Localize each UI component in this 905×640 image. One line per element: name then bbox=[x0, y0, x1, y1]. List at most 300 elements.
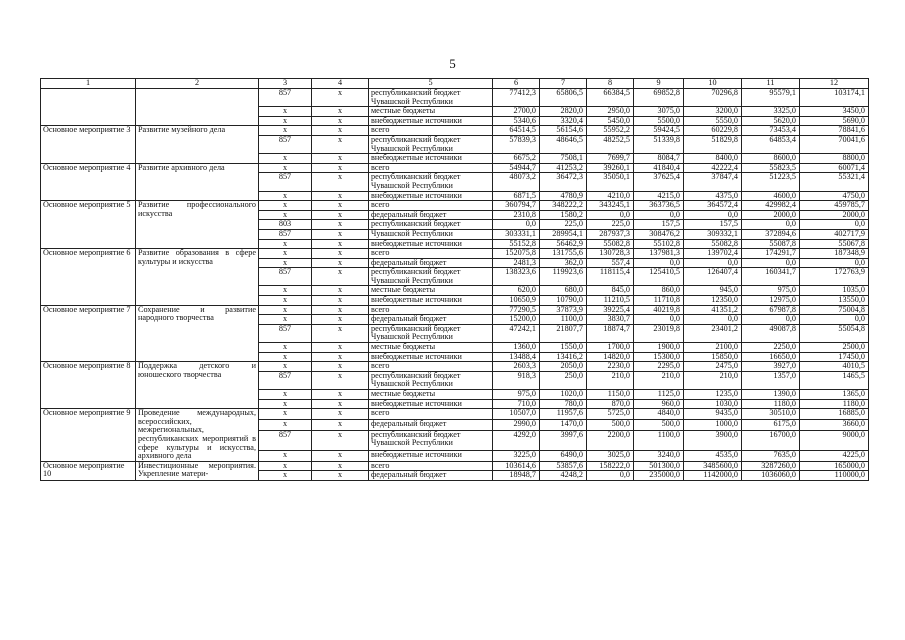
amount-cell: 118115,4 bbox=[587, 268, 634, 286]
amount-cell: 1365,0 bbox=[800, 390, 869, 400]
table-body bbox=[41, 89, 869, 481]
amount-cell: 7699,7 bbox=[587, 154, 634, 164]
code-cell: x bbox=[259, 249, 312, 259]
code-cell: 857 bbox=[259, 89, 312, 107]
funding-source: республиканский бюджет Чувашской Республики bbox=[369, 89, 493, 107]
code-cell: x bbox=[312, 286, 369, 296]
amount-cell: 4225,0 bbox=[800, 451, 869, 462]
code-cell: x bbox=[312, 343, 369, 353]
activity-label: Основное мероприятие 10 bbox=[41, 461, 136, 480]
amount-cell: 13416,2 bbox=[540, 352, 587, 362]
code-cell: x bbox=[259, 399, 312, 409]
amount-cell: 2700,0 bbox=[493, 107, 540, 117]
amount-cell: 12350,0 bbox=[684, 296, 742, 306]
code-cell: 857 bbox=[259, 229, 312, 239]
activity-label: Основное мероприятие 9 bbox=[41, 409, 136, 462]
amount-cell: 18948,7 bbox=[493, 471, 540, 481]
amount-cell: 12975,0 bbox=[742, 296, 800, 306]
amount-cell: 1550,0 bbox=[540, 343, 587, 353]
activity-title: Проведение международных, всероссийских, межрегиональных, республиканских мероприятий в сфере культуры и искусства, архивного дела bbox=[136, 409, 259, 462]
amount-cell: 158222,0 bbox=[587, 461, 634, 471]
funding-source: внебюджетные источники bbox=[369, 399, 493, 409]
amount-cell: 429982,4 bbox=[742, 201, 800, 211]
amount-cell: 6175,0 bbox=[742, 419, 800, 430]
amount-cell: 69852,8 bbox=[634, 89, 684, 107]
table-row bbox=[41, 461, 869, 471]
amount-cell: 1100,0 bbox=[540, 315, 587, 325]
amount-cell: 3225,0 bbox=[493, 451, 540, 462]
code-cell: x bbox=[312, 239, 369, 249]
amount-cell: 41351,2 bbox=[684, 305, 742, 315]
amount-cell: 0,0 bbox=[800, 220, 869, 230]
amount-cell: 459785,7 bbox=[800, 201, 869, 211]
amount-cell: 13488,4 bbox=[493, 352, 540, 362]
amount-cell: 40219,8 bbox=[634, 305, 684, 315]
code-cell: x bbox=[259, 286, 312, 296]
amount-cell: 235000,0 bbox=[634, 471, 684, 481]
amount-cell: 187348,9 bbox=[800, 249, 869, 259]
amount-cell: 6675,2 bbox=[493, 154, 540, 164]
amount-cell: 360794,7 bbox=[493, 201, 540, 211]
amount-cell: 3075,0 bbox=[634, 107, 684, 117]
amount-cell: 3830,7 bbox=[587, 315, 634, 325]
code-cell: 857 bbox=[259, 135, 312, 153]
amount-cell: 860,0 bbox=[634, 286, 684, 296]
amount-cell: 343245,1 bbox=[587, 201, 634, 211]
amount-cell: 960,0 bbox=[634, 399, 684, 409]
code-cell: x bbox=[259, 305, 312, 315]
amount-cell: 55054,8 bbox=[800, 324, 869, 342]
amount-cell: 11710,8 bbox=[634, 296, 684, 306]
amount-cell: 67987,8 bbox=[742, 305, 800, 315]
amount-cell: 1235,0 bbox=[684, 390, 742, 400]
amount-cell: 5690,0 bbox=[800, 116, 869, 126]
amount-cell: 3287260,0 bbox=[742, 461, 800, 471]
amount-cell: 57839,3 bbox=[493, 135, 540, 153]
amount-cell: 6871,5 bbox=[493, 191, 540, 201]
amount-cell: 287937,3 bbox=[587, 229, 634, 239]
code-cell: x bbox=[259, 163, 312, 173]
amount-cell: 210,0 bbox=[587, 371, 634, 389]
amount-cell: 9435,0 bbox=[684, 409, 742, 420]
amount-cell: 7508,1 bbox=[540, 154, 587, 164]
code-cell: x bbox=[312, 461, 369, 471]
amount-cell: 35050,1 bbox=[587, 173, 634, 191]
code-cell: x bbox=[312, 305, 369, 315]
column-header: 1 bbox=[41, 79, 136, 89]
amount-cell: 14820,0 bbox=[587, 352, 634, 362]
amount-cell: 23401,2 bbox=[684, 324, 742, 342]
amount-cell: 8600,0 bbox=[742, 154, 800, 164]
code-cell: x bbox=[312, 201, 369, 211]
amount-cell: 15200,0 bbox=[493, 315, 540, 325]
amount-cell: 1125,0 bbox=[634, 390, 684, 400]
amount-cell: 30510,0 bbox=[742, 409, 800, 420]
amount-cell: 73453,4 bbox=[742, 126, 800, 136]
amount-cell: 1900,0 bbox=[634, 343, 684, 353]
amount-cell: 56154,6 bbox=[540, 126, 587, 136]
column-header: 5 bbox=[369, 79, 493, 89]
amount-cell: 303331,1 bbox=[493, 229, 540, 239]
amount-cell: 55087,8 bbox=[742, 239, 800, 249]
amount-cell: 710,0 bbox=[493, 399, 540, 409]
table-row bbox=[41, 249, 869, 259]
code-cell: x bbox=[259, 471, 312, 481]
amount-cell: 126407,4 bbox=[684, 268, 742, 286]
amount-cell: 103614,6 bbox=[493, 461, 540, 471]
amount-cell: 5340,6 bbox=[493, 116, 540, 126]
amount-cell: 0,0 bbox=[684, 210, 742, 220]
amount-cell: 131755,6 bbox=[540, 249, 587, 259]
amount-cell: 3025,0 bbox=[587, 451, 634, 462]
amount-cell: 37625,4 bbox=[634, 173, 684, 191]
amount-cell: 0,0 bbox=[742, 258, 800, 268]
funding-source: федеральный бюджет bbox=[369, 315, 493, 325]
table-row bbox=[41, 126, 869, 136]
amount-cell: 15300,0 bbox=[634, 352, 684, 362]
amount-cell: 975,0 bbox=[493, 390, 540, 400]
amount-cell: 16885,0 bbox=[800, 409, 869, 420]
activity-label: Основное мероприятие 6 bbox=[41, 249, 136, 306]
amount-cell: 3900,0 bbox=[684, 430, 742, 450]
amount-cell: 21807,7 bbox=[540, 324, 587, 342]
code-cell: x bbox=[259, 258, 312, 268]
funding-source: республиканский бюджет Чувашской Республики bbox=[369, 268, 493, 286]
amount-cell: 501300,0 bbox=[634, 461, 684, 471]
amount-cell: 4535,0 bbox=[684, 451, 742, 462]
code-cell: x bbox=[259, 116, 312, 126]
amount-cell: 780,0 bbox=[540, 399, 587, 409]
activity-title: Инвестиционные мероприятия. Укрепление матери- bbox=[136, 461, 259, 480]
funding-source: внебюджетные источники bbox=[369, 154, 493, 164]
column-header: 6 bbox=[493, 79, 540, 89]
amount-cell: 1580,2 bbox=[540, 210, 587, 220]
amount-cell: 1700,0 bbox=[587, 343, 634, 353]
funding-source: внебюджетные источники bbox=[369, 296, 493, 306]
amount-cell: 41840,4 bbox=[634, 163, 684, 173]
code-cell: 857 bbox=[259, 371, 312, 389]
amount-cell: 139702,4 bbox=[684, 249, 742, 259]
amount-cell: 78841,6 bbox=[800, 126, 869, 136]
code-cell: x bbox=[259, 451, 312, 462]
code-cell: x bbox=[312, 191, 369, 201]
code-cell: x bbox=[312, 419, 369, 430]
amount-cell: 680,0 bbox=[540, 286, 587, 296]
funding-source: всего bbox=[369, 201, 493, 211]
page-number: 5 bbox=[449, 56, 456, 71]
amount-cell: 2000,0 bbox=[800, 210, 869, 220]
funding-source: Чувашской Республики bbox=[369, 229, 493, 239]
amount-cell: 55102,8 bbox=[634, 239, 684, 249]
code-cell: x bbox=[312, 371, 369, 389]
amount-cell: 870,0 bbox=[587, 399, 634, 409]
amount-cell: 945,0 bbox=[684, 286, 742, 296]
amount-cell: 9000,0 bbox=[800, 430, 869, 450]
amount-cell: 210,0 bbox=[684, 371, 742, 389]
funding-source: внебюджетные источники bbox=[369, 116, 493, 126]
funding-source: местные бюджеты bbox=[369, 390, 493, 400]
code-cell: x bbox=[259, 419, 312, 430]
code-cell: x bbox=[312, 249, 369, 259]
amount-cell: 1180,0 bbox=[742, 399, 800, 409]
amount-cell: 1470,0 bbox=[540, 419, 587, 430]
table-row bbox=[41, 305, 869, 315]
amount-cell: 2100,0 bbox=[684, 343, 742, 353]
amount-cell: 103174,1 bbox=[800, 89, 869, 107]
code-cell: x bbox=[312, 116, 369, 126]
code-cell: x bbox=[312, 390, 369, 400]
funding-source: республиканский бюджет bbox=[369, 220, 493, 230]
code-cell: x bbox=[259, 390, 312, 400]
code-cell: x bbox=[259, 210, 312, 220]
amount-cell: 3320,4 bbox=[540, 116, 587, 126]
amount-cell: 11957,6 bbox=[540, 409, 587, 420]
amount-cell: 557,4 bbox=[587, 258, 634, 268]
column-header: 2 bbox=[136, 79, 259, 89]
funding-source: федеральный бюджет bbox=[369, 210, 493, 220]
amount-cell: 172763,9 bbox=[800, 268, 869, 286]
amount-cell: 4840,0 bbox=[634, 409, 684, 420]
code-cell: 857 bbox=[259, 173, 312, 191]
amount-cell: 4215,0 bbox=[634, 191, 684, 201]
code-cell: x bbox=[312, 409, 369, 420]
column-header: 7 bbox=[540, 79, 587, 89]
code-cell: x bbox=[259, 362, 312, 372]
amount-cell: 10507,0 bbox=[493, 409, 540, 420]
amount-cell: 66384,5 bbox=[587, 89, 634, 107]
funding-source: всего bbox=[369, 461, 493, 471]
amount-cell: 1142000,0 bbox=[684, 471, 742, 481]
amount-cell: 0,0 bbox=[800, 315, 869, 325]
amount-cell: 4248,2 bbox=[540, 471, 587, 481]
code-cell: x bbox=[312, 471, 369, 481]
amount-cell: 289954,1 bbox=[540, 229, 587, 239]
code-cell: x bbox=[312, 154, 369, 164]
amount-cell: 3450,0 bbox=[800, 107, 869, 117]
code-cell: x bbox=[312, 399, 369, 409]
amount-cell: 250,0 bbox=[540, 371, 587, 389]
code-cell: 803 bbox=[259, 220, 312, 230]
funding-source: республиканский бюджет Чувашской Республики bbox=[369, 135, 493, 153]
amount-cell: 402717,9 bbox=[800, 229, 869, 239]
amount-cell: 11210,5 bbox=[587, 296, 634, 306]
column-header: 12 bbox=[800, 79, 869, 89]
code-cell: x bbox=[312, 324, 369, 342]
amount-cell: 157,5 bbox=[634, 220, 684, 230]
amount-cell: 0,0 bbox=[634, 258, 684, 268]
amount-cell: 1030,0 bbox=[684, 399, 742, 409]
amount-cell: 4780,9 bbox=[540, 191, 587, 201]
amount-cell: 64853,4 bbox=[742, 135, 800, 153]
amount-cell: 16700,0 bbox=[742, 430, 800, 450]
amount-cell: 77290,5 bbox=[493, 305, 540, 315]
funding-source: всего bbox=[369, 249, 493, 259]
code-cell: x bbox=[312, 126, 369, 136]
header-row bbox=[41, 79, 869, 89]
amount-cell: 54944,7 bbox=[493, 163, 540, 173]
code-cell: x bbox=[259, 409, 312, 420]
code-cell: x bbox=[312, 220, 369, 230]
amount-cell: 4375,0 bbox=[684, 191, 742, 201]
amount-cell: 55321,4 bbox=[800, 173, 869, 191]
funding-source: республиканский бюджет Чувашской Республики bbox=[369, 371, 493, 389]
amount-cell: 975,0 bbox=[742, 286, 800, 296]
funding-source: внебюджетные источники bbox=[369, 191, 493, 201]
amount-cell: 55823,5 bbox=[742, 163, 800, 173]
amount-cell: 37873,9 bbox=[540, 305, 587, 315]
activity-label: Основное мероприятие 4 bbox=[41, 163, 136, 200]
code-cell: x bbox=[259, 315, 312, 325]
amount-cell: 39225,4 bbox=[587, 305, 634, 315]
code-cell: x bbox=[259, 461, 312, 471]
funding-source: внебюджетные источники bbox=[369, 239, 493, 249]
code-cell: x bbox=[312, 89, 369, 107]
amount-cell: 2050,0 bbox=[540, 362, 587, 372]
code-cell: x bbox=[259, 239, 312, 249]
amount-cell: 51339,8 bbox=[634, 135, 684, 153]
column-header: 3 bbox=[259, 79, 312, 89]
table-row bbox=[41, 89, 869, 107]
code-cell: 857 bbox=[259, 268, 312, 286]
code-cell: x bbox=[312, 163, 369, 173]
amount-cell: 160341,7 bbox=[742, 268, 800, 286]
amount-cell: 1360,0 bbox=[493, 343, 540, 353]
funding-source: всего bbox=[369, 126, 493, 136]
amount-cell: 95579,1 bbox=[742, 89, 800, 107]
amount-cell: 8400,0 bbox=[684, 154, 742, 164]
amount-cell: 137981,3 bbox=[634, 249, 684, 259]
code-cell: x bbox=[259, 201, 312, 211]
code-cell: x bbox=[312, 451, 369, 462]
amount-cell: 64514,5 bbox=[493, 126, 540, 136]
amount-cell: 55152,8 bbox=[493, 239, 540, 249]
amount-cell: 13550,0 bbox=[800, 296, 869, 306]
column-header: 10 bbox=[684, 79, 742, 89]
amount-cell: 16650,0 bbox=[742, 352, 800, 362]
amount-cell: 55952,2 bbox=[587, 126, 634, 136]
amount-cell: 2310,8 bbox=[493, 210, 540, 220]
amount-cell: 48646,5 bbox=[540, 135, 587, 153]
amount-cell: 2990,0 bbox=[493, 419, 540, 430]
code-cell: x bbox=[259, 154, 312, 164]
amount-cell: 1180,0 bbox=[800, 399, 869, 409]
amount-cell: 1390,0 bbox=[742, 390, 800, 400]
code-cell: x bbox=[312, 362, 369, 372]
amount-cell: 2475,0 bbox=[684, 362, 742, 372]
amount-cell: 2950,0 bbox=[587, 107, 634, 117]
amount-cell: 2603,3 bbox=[493, 362, 540, 372]
code-cell: x bbox=[312, 352, 369, 362]
code-cell: x bbox=[259, 191, 312, 201]
funding-source: республиканский бюджет Чувашской Республики bbox=[369, 173, 493, 191]
amount-cell: 23019,8 bbox=[634, 324, 684, 342]
amount-cell: 48252,5 bbox=[587, 135, 634, 153]
activity-label: Основное мероприятие 8 bbox=[41, 362, 136, 409]
amount-cell: 174291,7 bbox=[742, 249, 800, 259]
amount-cell: 75004,8 bbox=[800, 305, 869, 315]
amount-cell: 5620,0 bbox=[742, 116, 800, 126]
amount-cell: 309332,1 bbox=[684, 229, 742, 239]
amount-cell: 77412,3 bbox=[493, 89, 540, 107]
activity-title: Развитие музейного дела bbox=[136, 126, 259, 163]
amount-cell: 6490,0 bbox=[540, 451, 587, 462]
amount-cell: 0,0 bbox=[587, 210, 634, 220]
funding-source: внебюджетные источники bbox=[369, 451, 493, 462]
amount-cell: 59424,5 bbox=[634, 126, 684, 136]
amount-cell: 8800,0 bbox=[800, 154, 869, 164]
amount-cell: 0,0 bbox=[634, 315, 684, 325]
table-row bbox=[41, 201, 869, 211]
code-cell: x bbox=[259, 343, 312, 353]
funding-source: всего bbox=[369, 362, 493, 372]
activity-title: Развитие архивного дела bbox=[136, 163, 259, 200]
code-cell: x bbox=[312, 210, 369, 220]
amount-cell: 4210,0 bbox=[587, 191, 634, 201]
amount-cell: 2000,0 bbox=[742, 210, 800, 220]
amount-cell: 130728,3 bbox=[587, 249, 634, 259]
activity-label bbox=[41, 89, 136, 126]
code-cell: x bbox=[259, 352, 312, 362]
amount-cell: 8084,7 bbox=[634, 154, 684, 164]
code-cell: x bbox=[259, 296, 312, 306]
amount-cell: 1465,5 bbox=[800, 371, 869, 389]
code-cell: x bbox=[312, 135, 369, 153]
amount-cell: 500,0 bbox=[587, 419, 634, 430]
amount-cell: 1150,0 bbox=[587, 390, 634, 400]
amount-cell: 47242,1 bbox=[493, 324, 540, 342]
amount-cell: 119923,6 bbox=[540, 268, 587, 286]
activity-title: Развитие профессионального искусства bbox=[136, 201, 259, 249]
amount-cell: 3485600,0 bbox=[684, 461, 742, 471]
amount-cell: 2500,0 bbox=[800, 343, 869, 353]
amount-cell: 210,0 bbox=[634, 371, 684, 389]
column-header: 4 bbox=[312, 79, 369, 89]
amount-cell: 5725,0 bbox=[587, 409, 634, 420]
amount-cell: 3240,0 bbox=[634, 451, 684, 462]
amount-cell: 18874,7 bbox=[587, 324, 634, 342]
amount-cell: 0,0 bbox=[493, 220, 540, 230]
amount-cell: 53857,6 bbox=[540, 461, 587, 471]
table-row bbox=[41, 163, 869, 173]
funding-source: федеральный бюджет bbox=[369, 258, 493, 268]
amount-cell: 372894,6 bbox=[742, 229, 800, 239]
amount-cell: 0,0 bbox=[587, 471, 634, 481]
amount-cell: 42222,4 bbox=[684, 163, 742, 173]
table-row bbox=[41, 409, 869, 420]
amount-cell: 51829,8 bbox=[684, 135, 742, 153]
amount-cell: 157,5 bbox=[684, 220, 742, 230]
amount-cell: 4600,0 bbox=[742, 191, 800, 201]
amount-cell: 3997,6 bbox=[540, 430, 587, 450]
funding-source: всего bbox=[369, 163, 493, 173]
amount-cell: 3927,0 bbox=[742, 362, 800, 372]
amount-cell: 225,0 bbox=[540, 220, 587, 230]
amount-cell: 49087,8 bbox=[742, 324, 800, 342]
code-cell: 857 bbox=[259, 324, 312, 342]
code-cell: 857 bbox=[259, 430, 312, 450]
activity-label: Основное мероприятие 7 bbox=[41, 305, 136, 362]
funding-source: местные бюджеты bbox=[369, 107, 493, 117]
amount-cell: 348222,2 bbox=[540, 201, 587, 211]
amount-cell: 10650,9 bbox=[493, 296, 540, 306]
amount-cell: 500,0 bbox=[634, 419, 684, 430]
amount-cell: 364572,4 bbox=[684, 201, 742, 211]
funding-source: республиканский бюджет Чувашской Республики bbox=[369, 324, 493, 342]
column-header: 11 bbox=[742, 79, 800, 89]
funding-source: республиканский бюджет Чувашской Республики bbox=[369, 430, 493, 450]
amount-cell: 2200,0 bbox=[587, 430, 634, 450]
activity-title: Развитие образования в сфере культуры и искусства bbox=[136, 249, 259, 306]
